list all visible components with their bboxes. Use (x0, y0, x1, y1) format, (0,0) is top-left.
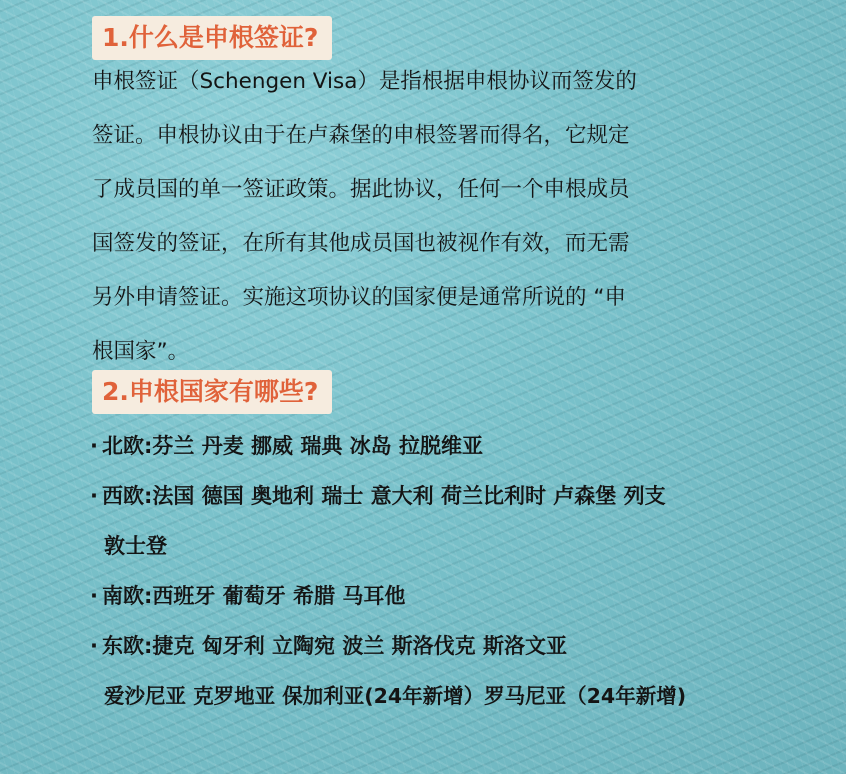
section-heading-what-is-schengen-visa: 1.什么是申根签证? (92, 16, 332, 60)
bullet-dot: · (90, 584, 98, 608)
list-item-northern-europe (90, 431, 483, 461)
paragraph-line: 签证。申根协议由于在卢森堡的申根签署而得名，它规定 (92, 123, 630, 148)
bullet-dot: · (90, 484, 98, 508)
section-heading-schengen-countries: 2.申根国家有哪些? (92, 370, 332, 414)
list-item-southern-europe (90, 581, 405, 611)
list-item-western-europe (90, 481, 666, 511)
bullet-dot: · (90, 634, 98, 658)
list-item-eastern-europe (90, 631, 567, 661)
paragraph-line: 另外申请签证。实施这项协议的国家便是通常所说的 “申 (92, 285, 626, 310)
list-item-text: 北欧:芬兰 丹麦 挪威 瑞典 冰岛 拉脱维亚 (102, 434, 483, 458)
list-item-text: 西欧:法国 德国 奥地利 瑞士 意大利 荷兰比利时 卢森堡 列支 (102, 484, 666, 508)
list-item-text: 南欧:西班牙 葡萄牙 希腊 马耳他 (102, 584, 406, 608)
bullet-dot: · (90, 434, 98, 458)
paragraph-line: 根国家”。 (92, 339, 190, 364)
list-item-continuation: 爱沙尼亚 克罗地亚 保加利亚(24年新增）罗马尼亚（24年新增) (104, 684, 687, 708)
paragraph-line: 申根签证（Schengen Visa）是指根据申根协议而签发的 (92, 69, 637, 94)
list-item-text: 东欧:捷克 匈牙利 立陶宛 波兰 斯洛伐克 斯洛文亚 (102, 634, 567, 658)
paragraph-line: 了成员国的单一签证政策。据此协议，任何一个申根成员 (92, 177, 630, 202)
paragraph-line: 国签发的签证，在所有其他成员国也被视作有效，而无需 (92, 231, 630, 256)
list-item-continuation: 敦士登 (104, 534, 167, 558)
